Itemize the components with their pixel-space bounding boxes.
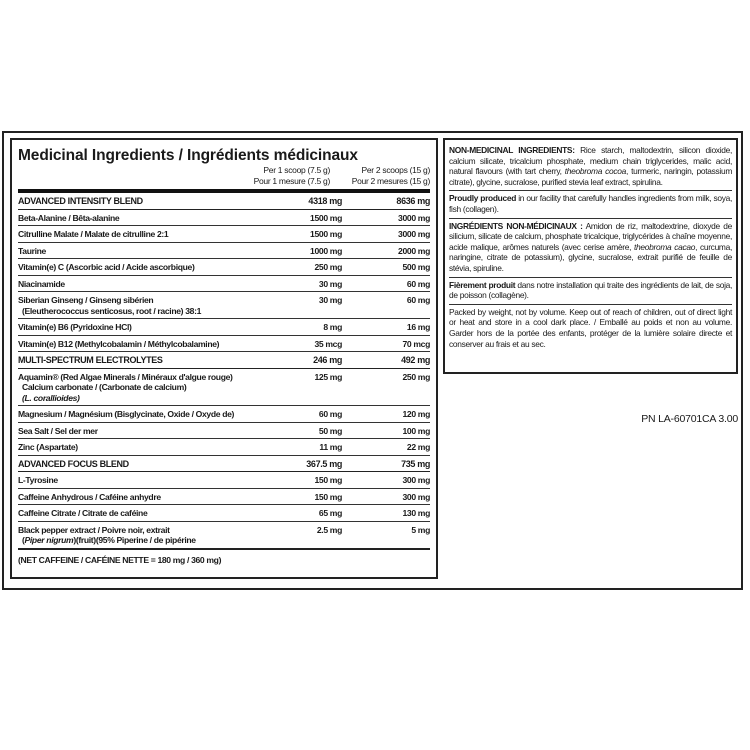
name-text: Black pepper extract / Poivre noir, extrait bbox=[18, 524, 170, 535]
column-header-1-scoop bbox=[240, 165, 330, 187]
ingredient-row bbox=[18, 210, 430, 227]
name-text: ADVANCED FOCUS BLEND bbox=[18, 458, 129, 469]
name-text: Sea Salt / Sel der mer bbox=[18, 425, 98, 436]
amount-per-2-scoops: 16 mg bbox=[406, 322, 430, 332]
name-text: Vitamin(e) C (Ascorbic acid / Acide ascorbique) bbox=[18, 262, 195, 272]
ingredient-name bbox=[18, 459, 262, 470]
text: dans notre installation qui traite des ingrédients de lait, de soja, de poisson (collagène). bbox=[449, 279, 733, 301]
amount-per-2-scoops: 500 mg bbox=[402, 262, 430, 272]
amount-per-1-scoop: 4318 mg bbox=[308, 196, 342, 206]
panel-title: Medicinal Ingredients / Ingrédients médicinaux bbox=[18, 147, 358, 164]
amount-per-1-scoop: 1500 mg bbox=[310, 229, 342, 239]
ingredient-row bbox=[18, 319, 430, 336]
latin-name: Piper nigrum bbox=[24, 535, 74, 545]
ingredient-detail bbox=[18, 306, 262, 317]
name-text: Aquamin® (Red Algae Minerals / Minéraux d'algue rouge) bbox=[18, 371, 233, 382]
ingredient-name bbox=[18, 246, 262, 257]
ingredient-name bbox=[18, 213, 262, 224]
ingredient-name bbox=[18, 442, 262, 453]
ingredient-name bbox=[18, 279, 262, 290]
ingredient-name bbox=[18, 508, 262, 519]
name-text: Niacinamide bbox=[18, 278, 65, 289]
text-italic: theobroma cacao bbox=[634, 241, 696, 252]
ingredient-row bbox=[18, 369, 430, 407]
amount-per-2-scoops: 5 mg bbox=[411, 524, 430, 535]
blend-row bbox=[18, 352, 430, 369]
amount-per-1-scoop: 246 mg bbox=[313, 355, 342, 365]
text-italic: theobroma cocoa bbox=[564, 166, 626, 177]
col1-fr: Pour 1 mesure (7.5 g) bbox=[253, 176, 330, 186]
column-header-2-scoops bbox=[330, 165, 430, 187]
name-text: ADVANCED INTENSITY BLEND bbox=[18, 196, 143, 206]
amount-per-1-scoop: 30 mg bbox=[318, 295, 342, 305]
amount-per-2-scoops: 70 mcg bbox=[402, 338, 430, 349]
allergen-statement-fr bbox=[449, 278, 732, 305]
ingredient-name bbox=[18, 355, 262, 366]
net-caffeine: (NET CAFFEINE / CAFÉINE NETTE = 180 mg / 360 mg) bbox=[18, 554, 222, 565]
ingredient-row bbox=[18, 259, 430, 276]
amount-per-2-scoops: 2000 mg bbox=[398, 245, 430, 256]
product-number: PN LA-60701CA 3.00 bbox=[641, 413, 738, 425]
amount-per-2-scoops: 60 mg bbox=[406, 278, 430, 289]
name-text: Siberian Ginseng / Ginseng sibérien bbox=[18, 295, 154, 305]
ingredient-name bbox=[18, 229, 262, 240]
detail-text: Calcium carbonate / (Carbonate de calcium) bbox=[22, 382, 187, 392]
ingredient-row bbox=[18, 336, 430, 353]
name-text: Taurine bbox=[18, 245, 46, 256]
ingredient-name bbox=[18, 339, 262, 350]
amount-per-1-scoop: 150 mg bbox=[314, 475, 342, 485]
amount-per-2-scoops: 22 mg bbox=[406, 442, 430, 452]
amount-per-1-scoop: 8 mg bbox=[323, 322, 342, 332]
col1-en: Per 1 scoop (7.5 g) bbox=[263, 165, 330, 175]
amount-per-2-scoops: 120 mg bbox=[402, 409, 430, 419]
amount-per-1-scoop: 50 mg bbox=[318, 425, 342, 436]
text: Packed by weight, not by volume. Keep out of reach of children, out of direct light or heat and store in a cool dark place. / Emballé au poids et non au volume. Garder hors de la portée des enfants, protéger de la lumière solaire directe et conserver au frais et au sec. bbox=[449, 306, 732, 349]
ingredient-row bbox=[18, 226, 430, 243]
ingredient-detail bbox=[18, 382, 262, 393]
amount-per-1-scoop: 1500 mg bbox=[310, 212, 342, 223]
text: Rice starch, maltodextrin, silicon dioxide, calcium silicate, tricalcium phosphate, medium chain triglycerides, malic acid, natural flavours (with tart cherry, bbox=[449, 145, 732, 177]
name-text: Caffeine Anhydrous / Caféine anhydre bbox=[18, 491, 161, 502]
amount-per-2-scoops: 3000 mg bbox=[398, 212, 430, 223]
amount-per-1-scoop: 30 mg bbox=[318, 278, 342, 289]
column-headers bbox=[18, 165, 430, 187]
name-text: Citrulline Malate / Malate de citrulline 2:1 bbox=[18, 229, 169, 239]
amount-per-2-scoops: 300 mg bbox=[402, 475, 430, 485]
amount-per-1-scoop: 367.5 mg bbox=[306, 458, 342, 469]
non-medicinal-ingredients-en bbox=[449, 143, 732, 191]
name-text: Caffeine Citrate / Citrate de caféine bbox=[18, 508, 148, 518]
amount-per-1-scoop: 65 mg bbox=[318, 508, 342, 518]
name-text: Beta-Alanine / Bêta-alanine bbox=[18, 212, 120, 223]
ingredient-row bbox=[18, 505, 430, 522]
amount-per-1-scoop: 11 mg bbox=[319, 442, 342, 452]
medicinal-ingredients-panel bbox=[10, 138, 438, 579]
name-text: MULTI-SPECTRUM ELECTROLYTES bbox=[18, 355, 163, 365]
ingredient-table bbox=[18, 193, 430, 550]
label: Fièrement produit bbox=[449, 279, 516, 290]
text: Amidon de riz, maltodextrine, dioxyde de silicium, silicate de calcium, phosphate tricalcique, triglycérides à chaîne moyenne, acide malique, arômes naturels (avec cerise amère, bbox=[449, 220, 732, 252]
detail-text: (Eleutherococcus senticosus, root / racine) 38:1 bbox=[22, 305, 202, 316]
ingredient-row bbox=[18, 406, 430, 423]
non-medicinal-ingredients-fr bbox=[449, 219, 732, 278]
ingredient-row bbox=[18, 489, 430, 506]
non-medicinal-panel bbox=[443, 138, 738, 374]
amount-per-1-scoop: 150 mg bbox=[314, 491, 342, 502]
amount-per-2-scoops: 8636 mg bbox=[396, 196, 430, 206]
ingredient-row bbox=[18, 423, 430, 440]
ingredient-name bbox=[18, 409, 262, 420]
storage-instructions bbox=[449, 305, 732, 352]
amount-per-1-scoop: 125 mg bbox=[314, 371, 342, 382]
text: , turmeric, naringin, potassium citrate), glycine, sucralose, purified stevia leaf extract, spirulina. bbox=[449, 166, 732, 187]
ingredient-row bbox=[18, 439, 430, 456]
ingredient-name bbox=[18, 196, 262, 207]
amount-per-1-scoop: 1000 mg bbox=[310, 245, 342, 256]
name-text: L-Tyrosine bbox=[18, 475, 58, 485]
blend-row bbox=[18, 193, 430, 210]
text: in our facility that carefully handles ingredients from milk, soya, fish (collagen). bbox=[449, 193, 733, 214]
name-text: Magnesium / Magnésium (Bisglycinate, Oxide / Oxyde de) bbox=[18, 409, 235, 419]
label: NON-MEDICINAL INGREDIENTS: bbox=[449, 145, 575, 155]
ingredient-row bbox=[18, 243, 430, 260]
amount-per-1-scoop: 250 mg bbox=[314, 262, 342, 272]
amount-per-2-scoops: 250 mg bbox=[402, 371, 430, 382]
latin-name: (L. corallioides) bbox=[22, 392, 80, 403]
ingredient-name bbox=[18, 492, 262, 503]
ingredient-name bbox=[18, 322, 262, 333]
amount-per-2-scoops: 3000 mg bbox=[398, 229, 430, 239]
amount-per-2-scoops: 130 mg bbox=[402, 508, 430, 518]
name-text: Zinc (Aspartate) bbox=[18, 442, 78, 452]
ingredient-name bbox=[18, 525, 262, 546]
ingredient-name bbox=[18, 475, 262, 486]
allergen-statement-en bbox=[449, 191, 732, 218]
col2-en: Per 2 scoops (15 g) bbox=[361, 165, 430, 175]
blend-row bbox=[18, 456, 430, 473]
ingredient-name bbox=[18, 426, 262, 437]
amount-per-2-scoops: 100 mg bbox=[402, 425, 430, 436]
amount-per-1-scoop: 60 mg bbox=[318, 409, 342, 419]
ingredient-name bbox=[18, 295, 262, 316]
net-caffeine-row bbox=[18, 550, 430, 568]
ingredient-row bbox=[18, 292, 430, 319]
name-text: Vitamin(e) B12 (Methylcobalamin / Méthylcobalamine) bbox=[18, 338, 220, 349]
amount-per-2-scoops: 492 mg bbox=[401, 355, 430, 365]
ingredient-name bbox=[18, 262, 262, 273]
text: , curcuma, naringine, citrate de potassium), glycine, sucralose, extrait purifié de feuille de stévia, spiruline. bbox=[449, 241, 732, 273]
amount-per-2-scoops: 735 mg bbox=[401, 458, 430, 469]
amount-per-2-scoops: 60 mg bbox=[406, 295, 430, 305]
amount-per-1-scoop: 35 mcg bbox=[314, 338, 342, 349]
col2-fr: Pour 2 mesures (15 g) bbox=[351, 176, 430, 186]
amount-per-2-scoops: 300 mg bbox=[402, 491, 430, 502]
label: INGRÉDIENTS NON-MÉDICINAUX : bbox=[449, 220, 583, 231]
ingredient-name bbox=[18, 372, 262, 404]
name-text: Vitamin(e) B6 (Pyridoxine HCl) bbox=[18, 322, 132, 332]
ingredient-detail: (Piper nigrum)(fruit)(95% Piperine / de pipérine bbox=[22, 535, 196, 545]
amount-per-1-scoop: 2.5 mg bbox=[316, 524, 342, 535]
ingredient-row bbox=[18, 472, 430, 489]
ingredient-row bbox=[18, 276, 430, 293]
ingredient-row bbox=[18, 522, 430, 550]
label: Proudly produced bbox=[449, 193, 517, 204]
detail-text: (fruit)(95% Piperine / de pipérine bbox=[75, 535, 196, 545]
ingredient-detail bbox=[18, 393, 262, 404]
